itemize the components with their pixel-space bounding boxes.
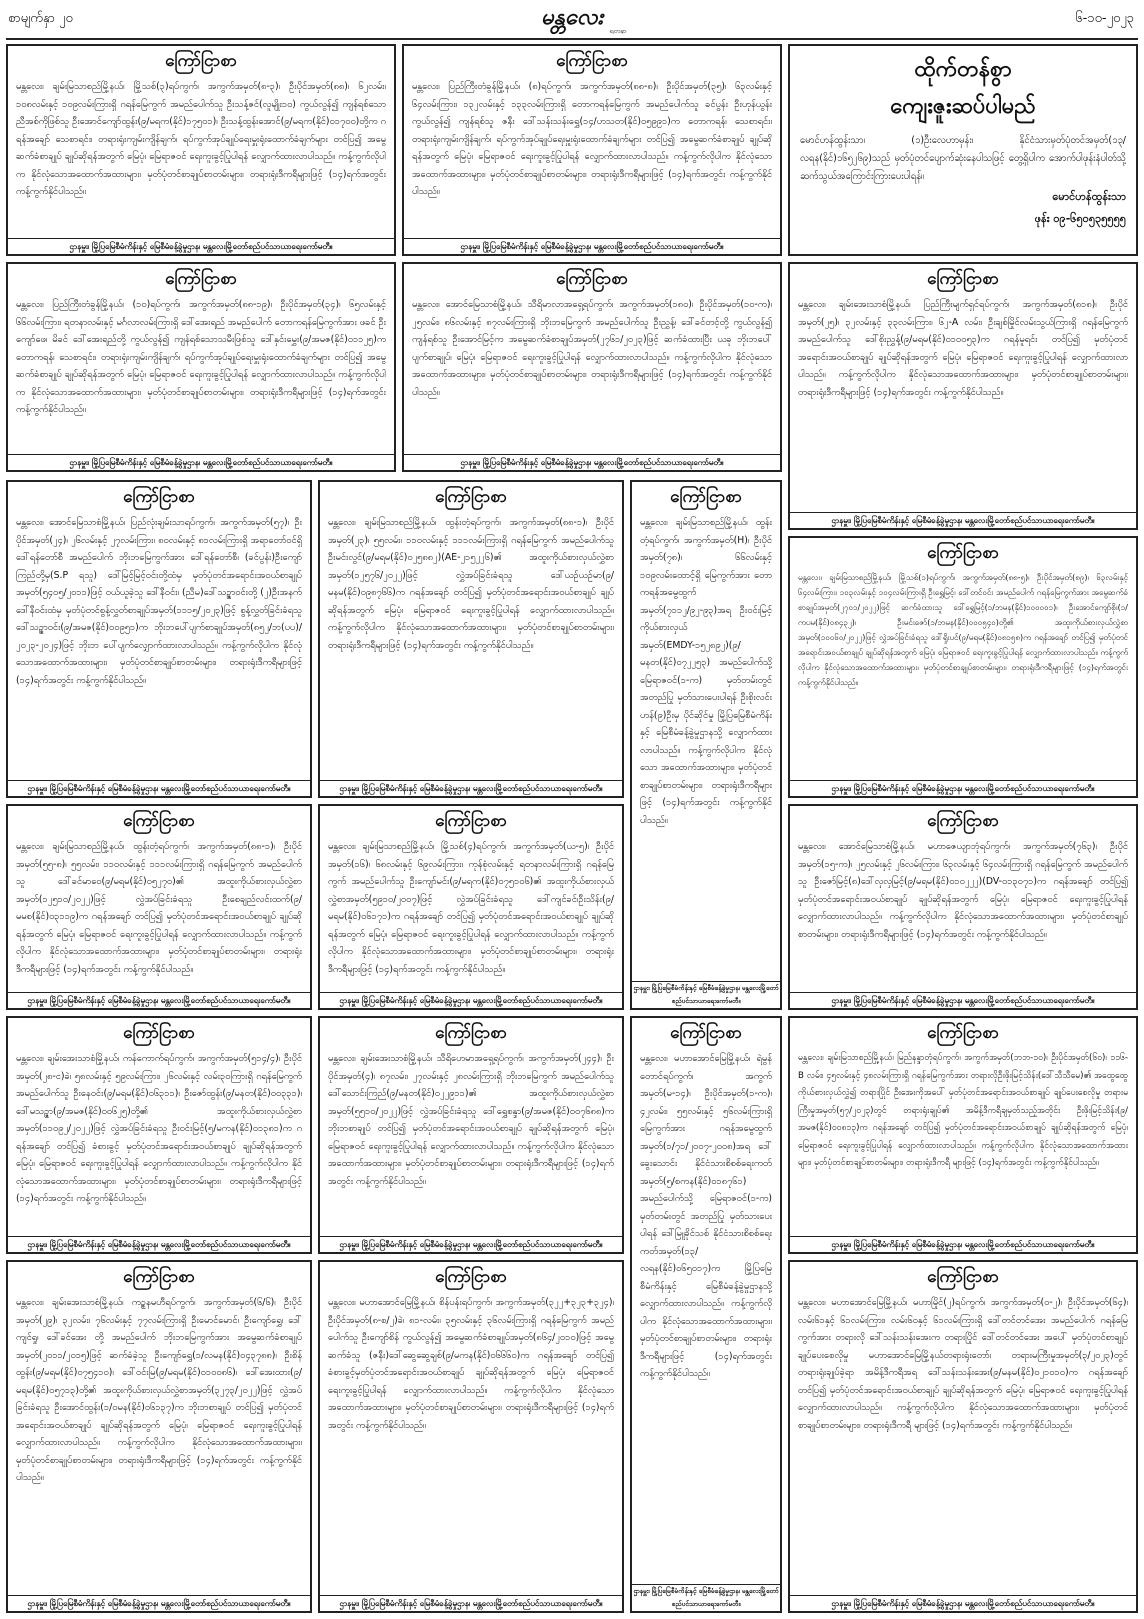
notice-13 — [6, 1016, 312, 1254]
notice-footer: ဌာနမှူး၊ မြို့ပြမြေစီမံကိန်းနှင့် မြေစီမံခန့်ခွဲမှုဌာန၊ မန္တလေးမြို့တော်စည်ပင်သာယာရေးကော်မတီ။ — [320, 1236, 622, 1252]
notice-heading: ကြော်ငြာစာ — [123, 487, 195, 507]
notice-footer: ဌာနမှူး၊ မြို့ပြမြေစီမံကိန်းနှင့် မြေစီမံခန့်ခွဲမှုဌာန၊ မန္တလေးမြို့တော်စည်ပင်သာယာရေးကော်မတီ။ — [790, 1236, 1136, 1252]
notice-footer: ဌာနမှူး၊ မြို့ပြမြေစီမံကိန်းနှင့် မြေစီမံခန့်ခွဲမှုဌာန၊ မန္တလေးမြို့တော်စည်ပင်သာယာရေးကော်မတီ။ — [320, 1595, 622, 1611]
logo-text: မန္တလေး — [540, 4, 604, 30]
notice-body: မန္တလေး၊ ပြည်ကြီးတံခွန်မြို့နယ်၊ (၁၀)ရပ်ကွက်၊ အကွက်အမှတ်(၈၈-၁၉)၊ ဦးပိုင်အမှတ်(၃၄)၊ ၆၅လမ်းနှင့် ၆၆လမ်းကြား၊ ရတနာလမ်းနှင့် မင်္ဂလာလမ်းကြားရှိ ဒေါ်အေးရည် အမည်ပေါက် တောကရန်မြေကွက်အား ဖခင် ဦးကျော်ဖေ၊ မိခင် ဒေါ်အေးရည်တို့ ကွယ်လွန်၍ ကျန်ရစ်သောသမီးဖြစ်သူ ဒေါ်နှင်းမွှေး(၉/အမဇ(နိုင်)၀၁၁၂၅)က တောကရန်၊ သေစာရင်း၊ တရားရုံးကျမ်းကျိန်ချက်၊ ရပ်ကွက်အုပ်ချုပ်ရေးမှူးရုံးထောက်ခံချက်များ တင်ပြ၍ အမွေဆက်ခံစာချုပ် ချုပ်ဆိုရန်အတွက် မြေပုံ၊ မြေရာဇဝင် ရေးကူးခွင့်ပြုပါရန် လျှောက်ထားလာပါသည်။ ကန့်ကွက်လိုပါက နိုင်လုံသောအထောက်အထားများ၊ မှတ်ပုံတင်စာချုပ်စာတမ်းများ၊ တရားရုံးဒီကရီများဖြင့် (၁၄)ရက်အတွင်း ကန့်ကွက်နိုင်ပါသည်။ — [16, 299, 386, 415]
header-rule — [6, 38, 1138, 40]
notice-15 — [630, 1016, 782, 1613]
notice-heading: ကြော်ငြာစာ — [670, 487, 742, 507]
notice-body: မန္တလေး၊ ချမ်းအေးသာစံမြို့နယ်၊ ကန်ကောက်ရပ်ကွက်၊ အကွက်အမှတ်(၅၁၄/၄)၊ ဦးပိုင်အမှတ်(၂၈-င)ခဲ၊ ၅၈လမ်းနှင့် ၅၉လမ်းကြား၊ ၂၆လမ်းနှင့် လမ်း၃၀ကြားရှိ ဂရန်မြေကွက် အမည်ပေါက်သူ ဦးနေဝင်း(၉/မရမ(နိုင်)၀၆၃၁၁)၊ ဦးဇော်ထွန်း(၉/မနတ(နိုင်)၀၀၃၃၁)၊ ဒေါ်မသဉ္ဇာ(၉/အမဇ(နိုင်)၀၀၆၂၅)တို့၏ အထူးကိုယ်စားလှယ်လွှဲစာအမှတ်(၁၁၀၉၂/၂၀၂၂)ဖြင့် လွှဲအပ်ခြင်းခံရသူ ဦးဝင်းမြင့်(၅/မကန(နိုင်)၀၁၃၈၁)က ဂရန်အချော် တင်ပြ၍ ခံစားခွင့် မှတ်ပုံတင်အရောင်းအဝယ်စာချုပ် ချုပ်ဆိုရန်အတွက် မြေပုံ၊ မြေရာဇဝင် ရေးကူးခွင့်ပြုပါရန် လျှောက်ထားလာပါသည်။ ကန့်ကွက်လိုပါက နိုင်လုံသောအထောက်အထားများ၊ မှတ်ပုံတင်စာချုပ်စာတမ်းများ၊ တရားရုံးဒီကရီများဖြင့် (၁၄)ရက်အတွင်း ကန့်ကွက်နိုင်ပါသည်။ — [16, 1053, 302, 1204]
lost-id-signature: မောင်ဟန်ထွန်းသာ — [1052, 190, 1126, 203]
notice-8 — [630, 480, 782, 1010]
notice-heading: ကြော်ငြာစာ — [927, 811, 999, 831]
notice-body: မန္တလေး၊ ချမ်းမြသာစည်မြို့နယ်၊ ထွန်းတံ့ရပ်ကွက်၊ အကွက်အမှတ်(H)၊ ဦးပိုင်အမှတ်(၇၈)၊ ၆၆လမ်းနှင့် ၁၀၉လမ်းထောင့်ရှိ မြေကွက်အား တောကရန်အမွေထွက်အမှတ်(၇၁၁၂/၉၂-၉၃)အရ ဦးဝင်းမြင့် ကိုယ်စားလှယ်အမှတ်(EMDY-၁၅၂၈၉၂)(၉/မနတ(နိုင်)၀၇၂၂၅၃) အမည်ပေါက်သို့ မြေရာဇဝင်(၁-က) မှတ်တမ်းတွင် အတည်ပြု မှတ်သားပေးပါရန် ဦးစိုးလင်းဟန်(၉)ဦးမှ ပိုင်ဆိုင်မှု မြို့ပြမြေစီမံကိန်းနှင့် မြေစီမံခန့်ခွဲမှုဌာနသို့ လျှောက်ထားလာပါသည်။ ကန့်ကွက်လိုပါက နိုင်လုံသော အထောက်အထားများ၊ မှတ်ပုံတင်စာချုပ်စာတမ်းများ၊ တရားရုံးဒီကရီများဖြင့် (၁၄)ရက်အတွင်း ကန့်ကွက်နိုင်ပါသည်။ — [640, 517, 772, 826]
notice-heading: ကြော်ငြာစာ — [123, 1023, 195, 1043]
notice-1 — [6, 44, 396, 256]
notice-19 — [788, 1260, 1138, 1613]
notice-7 — [318, 480, 624, 798]
notice-footer: ဌာနမှူး၊ မြို့ပြမြေစီမံကိန်းနှင့် မြေစီမံခန့်ခွဲမှုဌာန၊ မန္တလေးမြို့တော်စည်ပင်သာယာရေးကော်မတီ။ — [404, 238, 780, 254]
notice-heading: ကြော်ငြာစာ — [927, 1023, 999, 1043]
notice-heading: ကြော်ငြာစာ — [927, 269, 999, 289]
notice-16 — [788, 1016, 1138, 1254]
notice-heading: ကြော်ငြာစာ — [927, 1267, 999, 1287]
masthead-logo — [500, 2, 644, 34]
notice-heading: ကြော်ငြာစာ — [165, 51, 237, 71]
notice-heading: ကြော်ငြာစာ — [165, 269, 237, 289]
notice-footer: ဌာနမှူး၊ မြို့ပြမြေစီမံကိန်းနှင့် မြေစီမံခန့်ခွဲမှုဌာန၊ မန္တလေးမြို့တော်စည်ပင်သာယာရေးကော်မတီ။ — [790, 780, 1136, 796]
notice-footer: ဌာနမှူး၊ မြို့ပြမြေစီမံကိန်းနှင့် မြေစီမံခန့်ခွဲမှုဌာန၊ မန္တလေးမြို့တော်စည်ပင်သာယာရေးကော်မတီ။ — [8, 1236, 310, 1252]
logo-subtext: ရတနာ — [609, 27, 627, 34]
notice-11 — [318, 804, 624, 1010]
notice-heading: ကြော်ငြာစာ — [670, 1023, 742, 1043]
notice-heading: ကြော်ငြာစာ — [927, 543, 999, 563]
notice-body: မန္တလေး၊ ချမ်းမြသာစည်မြို့နယ်၊ မြို့သစ်(၄)ရပ်ကွက်၊ အကွက်အမှတ်(ယ-၅)၊ ဦးပိုင်အမှတ်(၁၆)၊ ၆၈လမ်းနှင့် ၆၉လမ်းကြား၊ ကုန်စုံလမ်းနှင့် ရတနာလမ်းကြားရှိ ဂရန်မြေကွက် အမည်ပေါက်သူ ဦးကျော်မင်း(၉/မရက(နိုင်)၀၇၅၁၀၆)၏ အထူးကိုယ်စားလှယ်လွှဲစာအမှတ်(၅၉၁၀/၂၀၀၇)ဖြင့် လွှဲအပ်ခြင်းခံရသူ ဒေါ်ကျင်ခင်၊ဦးသိန်း(၉/မရမ(နိုင်)၀၆၁၇၁)က ဂရန်အချော် တင်ပြ၍ မှတ်ပုံတင်အရောင်းအဝယ်စာချုပ် ချုပ်ဆိုရန်အတွက် မြေပုံ၊ မြေရာဇဝင် ရေးကူးခွင့်ပြုပါရန် လျှောက်ထားလာပါသည်။ ကန့်ကွက်လိုပါက နိုင်လုံသောအထောက်အထားများ၊ မှတ်ပုံတင်စာချုပ်စာတမ်းများ၊ တရားရုံးဒီကရီများဖြင့် (၁၄)ရက်အတွင်း ကန့်ကွက်နိုင်ပါသည်။ — [328, 841, 614, 975]
notice-heading: ကြော်ငြာစာ — [435, 1023, 507, 1043]
notice-footer: ဌာနမှူး၊ မြို့ပြမြေစီမံကိန်းနှင့် မြေစီမံခန့်ခွဲမှုဌာန၊ မန္တလေးမြို့တော်စည်ပင်သာယာရေးကော်မတီ။ — [632, 1584, 780, 1611]
notice-footer: ဌာနမှူး၊ မြို့ပြမြေစီမံကိန်းနှင့် မြေစီမံခန့်ခွဲမှုဌာန၊ မန္တလေးမြို့တော်စည်ပင်သာယာရေးကော်မတီ။ — [320, 780, 622, 796]
notice-14 — [318, 1016, 624, 1254]
notice-heading: ကြော်ငြာစာ — [435, 487, 507, 507]
notice-18 — [318, 1260, 624, 1613]
notice-heading: ကြော်ငြာစာ — [435, 1267, 507, 1287]
notice-footer: ဌာနမှူး၊ မြို့ပြမြေစီမံကိန်းနှင့် မြေစီမံခန့်ခွဲမှုဌာန၊ မန္တလေးမြို့တော်စည်ပင်သာယာရေးကော်မတီ။ — [8, 1595, 310, 1611]
notice-footer: ဌာနမှူး၊ မြို့ပြမြေစီမံကိန်းနှင့် မြေစီမံခန့်ခွဲမှုဌာန၊ မန္တလေးမြို့တော်စည်ပင်သာယာရေးကော်မတီ။ — [790, 1595, 1136, 1611]
notice-heading: ကြော်ငြာစာ — [123, 811, 195, 831]
notice-body: မန္တလေး၊ အောင်မြေသာစံမြို့နယ်၊ မဟာဇေယျာဘုံရပ်ကွက်၊ အကွက်အမှတ်(၇၆၃)၊ ဦးပိုင်အမှတ်(၁၅-က)၊ ၂၅လမ်းနှင့် ၂၆လမ်းကြား၊ ၆၃လမ်းနှင့် ၆၄လမ်းကြားရှိ ဂရန်မြေကွက် အမည်ပေါက်သူ ဦးဇော်မြင့်(၈)ဒေါ်လှလှမြင့်(၉/မရမ(နိုင်)၀၁၀၂၂၂)(DV-၀၁၃၀၇၁)က ဂရန်အချော် တင်ပြ၍ မှတ်ပုံတင်အရောင်းအဝယ်စာချုပ် ချုပ်ဆိုရန်အတွက် မြေပုံ၊ မြေရာဇဝင် ရေးကူးခွင့်ပြုပါရန် လျှောက်ထားလာပါသည်။ ကန့်ကွက်လိုပါက နိုင်လုံသောအထောက်အထားများ၊ မှတ်ပုံတင်စာချုပ် စာတမ်းများ၊ တရားရုံးဒီကရီများဖြင့် (၁၄)ရက်အတွင်း ကန့်ကွက်နိုင်ပါသည်။ — [798, 841, 1128, 940]
notice-2 — [402, 44, 782, 256]
notice-4 — [402, 262, 782, 472]
lost-id-title-2: ကျေးဇူးဆပ်ပါမည် — [890, 93, 1036, 119]
page-header — [0, 0, 1144, 40]
notice-footer: ဌာနမှူး၊ မြို့ပြမြေစီမံကိန်းနှင့် မြေစီမံခန့်ခွဲမှုဌာန၊ မန္တလေးမြို့တော်စည်ပင်သာယာရေးကော်မတီ။ — [790, 512, 1136, 528]
notice-body: မန္တလေး၊ ချမ်းမြသာစည်မြို့နယ်၊ မြို့သစ်(၁)ရပ်ကွက်၊ အကွက်အမှတ်(၈၈-၅)၊ ဦးပိုင်အမှတ်(၈၉)၊ ၆၃လမ်းနှင့် ၆၄လမ်းကြား၊ ၁၀၃လမ်းနှင့် ၁၀၄လမ်းကြားရှိ ဦးရွှေမြင့်၊ ဒေါ်တင်ဝင်း အမည်ပေါက် ဂရန်မြေကွက်အား အမွေဆက်ခံစာချုပ်အမှတ်(၂၇၀၁/၂၀၂၂)ဖြင့် ဆက်ခံထားသူ ဒေါ်ရွှေမြင့်(၁/ဘမန(နိုင်)၁၀၀၀၀၁)၊ ဦးအောင်ကျော်စိုး(၁/ကပမ(နိုင်)၀၈၄၃၂)၊ ဦးမင်းဇော်(၁/ဘမန(နိုင်)၀၀၀၅၄၀)တို့၏ အထူးကိုယ်စားလှယ်လွှဲစာအမှတ်(၁၀၀၆၀/၂၀၂၂)ဖြင့် လွှဲအပ်ခြင်းခံရသူ ဒေါ်ရှိုးပင်(၉/မရမ(နိုင်)၀၈၁၅၈)က ဂရန်အချော် တင်ပြ၍ မှတ်ပုံတင်အရောင်းအဝယ်စာချုပ် ချုပ်ဆိုရန်အတွက် မြေပုံ၊ မြေရာဇဝင် ရေးကူးခွင့်ပြုပါရန် လျှောက်ထားလာပါသည်။ ကန့်ကွက်လိုပါက နိုင်လုံသောအထောက်အထားများ၊ မှတ်ပုံတင်စာချုပ်စာတမ်းများ၊ တရားရုံးဒီကရီများဖြင့် (၁၄)ရက်အတွင်း ကန့်ကွက်နိုင်ပါသည်။ — [798, 573, 1128, 687]
notice-body: မန္တလေး၊ မဟာအောင်မြေမြို့နယ်၊ ရဲမွန်တောင်ရပ်ကွက်၊ အကွက်အမှတ်(မ-၁၄)၊ ဦးပိုင်အမှတ်(၁-က)၊ ၄၂လမ်း၊ ၅၅လမ်းနှင့် ၅၆လမ်းကြားရှိ မြေကွက်အား ဂရန်အမွေထွက်အမှတ်(၁/၇၁/၂၀၀၇-၂၀၀၈)အရ ဒေါ်ခွေးသောင်း နိုင်ငံသားစိစစ်ရေးကတ်အမှတ်(၅/စကန(နိုင်)၀၁၈၇၆၁) အမည်ပေါက်သို့ မြေရာဇဝင်(၁-က) မှတ်တမ်းတွင် အတည်ပြု မှတ်သားပေးပါရန် ဒေါ်မြူခိုင်သစ် နိုင်ငံသားစိစစ်ရေးကတ်အမှတ်(၁၃/လရန(နိုင်)၀၆၅၀၁၇)က မြို့ပြမြေစီမံကိန်းနှင့် မြေစီမံခန့်ခွဲမှုဌာနသို့ လျှောက်ထားလာပါသည်။ ကန့်ကွက်လိုပါက နိုင်လုံသောအထောက်အထားများ၊ မှတ်ပုံတင်စာချုပ်စာတမ်းများ၊ တရားရုံးဒီကရီများဖြင့် (၁၄)ရက်အတွင်း ကန့်ကွက်နိုင်ပါသည်။ — [640, 1053, 772, 1379]
notice-body: မန္တလေး၊ ချမ်းအေးသာစံမြို့နယ်၊ သီရိဟေမာအရှေ့ရပ်ကွက်၊ အကွက်အမှတ်(၂၄၄)၊ ဦးပိုင်အမှတ်(၄)၊ ၈၇လမ်း၊ ၂၇လမ်းနှင့် ၂၈လမ်းကြားရှိ ဘိုးဘမြေကွက် အမည်ပေါက်သူ ဒေါ်သောင်းကြည်(၉/မနတ(နိုင်)၀၂၂၉၁၁)၏ အထူးကိုယ်စားလှယ်လွှဲစာအမှတ်(၅၅၁၀/၂၀၂၂)ဖြင့် လွှဲအပ်ခြင်းခံရသူ ဒေါ်ရွှေစန္ဒာ(၉/အမဇ(နိုင်)၀၀၇၆၈၈)က ဘိုးဘစာချုပ် တင်ပြ၍ မှတ်ပုံတင်အရောင်းအဝယ်စာချုပ် ချုပ်ဆိုရန်အတွက် မြေပုံ၊ မြေရာဇဝင် ရေးကူးခွင့်ပြုပါရန် လျှောက်ထားလာပါသည်။ ကန့်ကွက်လိုပါက နိုင်လုံသောအထောက်အထားများ၊ မှတ်ပုံတင်စာချုပ်စာတမ်းများ၊ တရားရုံးဒီကရီများဖြင့် (၁၄)ရက်အတွင်း ကန့်ကွက်နိုင်ပါသည်။ — [328, 1053, 614, 1187]
notice-heading: ကြော်ငြာစာ — [556, 51, 628, 71]
notice-footer: ဌာနမှူး၊ မြို့ပြမြေစီမံကိန်းနှင့် မြေစီမံခန့်ခွဲမှုဌာန၊ မန္တလေးမြို့တော်စည်ပင်သာယာရေးကော်မတီ။ — [8, 238, 394, 254]
lost-id-phone: ဖုန်း ၀၉-၆၅၀၅၃၅၅၅၅ — [1034, 212, 1126, 225]
notice-footer: ဌာနမှူး၊ မြို့ပြမြေစီမံကိန်းနှင့် မြေစီမံခန့်ခွဲမှုဌာန၊ မန္တလေးမြို့တော်စည်ပင်သာယာရေးကော်မတီ။ — [404, 454, 780, 470]
notice-footer: ဌာနမှူး၊ မြို့ပြမြေစီမံကိန်းနှင့် မြေစီမံခန့်ခွဲမှုဌာန၊ မန္တလေးမြို့တော်စည်ပင်သာယာရေးကော်မတီ။ — [790, 992, 1136, 1008]
notice-17 — [6, 1260, 312, 1613]
page-number: စာမျက်နှာ ၂၀ — [8, 11, 73, 26]
notice-3 — [6, 262, 396, 472]
notice-9 — [788, 536, 1138, 798]
lost-id-title-1: ထိုက်တန်စွာ — [914, 56, 1012, 82]
notice-heading: ကြော်ငြာစာ — [123, 1267, 195, 1287]
notice-footer: ဌာနမှူး၊ မြို့ပြမြေစီမံကိန်းနှင့် မြေစီမံခန့်ခွဲမှုဌာန၊ မန္တလေးမြို့တော်စည်ပင်သာယာရေးကော်မတီ။ — [8, 454, 394, 470]
notice-12 — [788, 804, 1138, 1010]
notice-footer: ဌာနမှူး၊ မြို့ပြမြေစီမံကိန်းနှင့် မြေစီမံခန့်ခွဲမှုဌာန၊ မန္တလေးမြို့တော်စည်ပင်သာယာရေးကော်မတီ။ — [8, 992, 310, 1008]
notice-footer: ဌာနမှူး၊ မြို့ပြမြေစီမံကိန်းနှင့် မြေစီမံခန့်ခွဲမှုဌာန၊ မန္တလေးမြို့တော်စည်ပင်သာယာရေးကော်မတီ။ — [8, 780, 310, 796]
notice-body: မန္တလေး၊ ပြည်ကြီးတံခွန်မြို့နယ်၊ (၈)ရပ်ကွက်၊ အကွက်အမှတ်(၈၈-၈)၊ ဦးပိုင်အမှတ်(၃၅)၊ ၆၃လမ်းနှင့် ၆၄လမ်းကြား၊ ၁၃၂လမ်းနှင့် ၁၃၃လမ်းကြားရှိ တောကရန်မြေကွက် အမည်ပေါက်သူ ခင်ပွန်း ဦးဟုန်ယွန်း ကွယ်လွန်၍ ကျန်ရစ်သူ ဇနီး ဒေါ်သန်းသန်းရွှေ(၁၄/ဟသတ(နိုင်)၀၅၉၉၁)က တောကရန်၊ သေစာရင်း၊ တရားရုံးကျမ်းကျိန်ချက်၊ ရပ်ကွက်အုပ်ချုပ်ရေးမှူးရုံးထောက်ခံချက်များ တင်ပြ၍ အမွေဆက်ခံစာချုပ် ချုပ်ဆိုရန်အတွက် မြေပုံ၊ မြေရာဇဝင် ရေးကူးခွင့်ပြုပါရန် လျှောက်ထားလာပါသည်။ ကန့်ကွက်လိုပါက နိုင်လုံသောအထောက်အထားများ၊ မှတ်ပုံတင်စာချုပ်စာတမ်းများ၊ တရားရုံးဒီကရီများဖြင့် (၁၄)ရက်အတွင်း ကန့်ကွက်နိုင်ပါသည်။ — [412, 81, 772, 197]
notice-body: မန္တလေး၊ အောင်မြေသာစံမြို့နယ်၊ သီရိမာလာအရှေ့ရပ်ကွက်၊ အကွက်အမှတ်(၁၈၀)၊ ဦးပိုင်အမှတ်(၁၀-က)၊ ၂၅လမ်း၊ ၈၆လမ်းနှင့် ၈၇လမ်းကြားရှိ ဘိုးဘမြေကွက် အမည်ပေါက်သူ ဦးညွှန့်၊ ဒေါ်ခင်တင့်တို့ ကွယ်လွန်၍ ကျန်ရစ်သူ ဦးအောင်မြင့်က အမွေဆက်ခံစာချုပ်အမှတ်(၂၇၆၁/၂၀၂၃)ဖြင့် ဆက်ခံထားပြီး ယခု ဘိုးဘပေါ်ပျက်စာချုပ်၊ မြေပုံ၊ မြေရာဇဝင် ရေးကူးခွင့်ပြုပါရန် လျှောက်ထားလာပါသည်။ ကန့်ကွက်လိုပါက နိုင်လုံသောအထောက်အထားများ၊ မှတ်ပုံတင်စာချုပ်စာတမ်းများ၊ တရားရုံးဒီကရီများဖြင့် (၁၄)ရက်အတွင်း ကန့်ကွက်နိုင်ပါသည်။ — [412, 299, 772, 398]
notice-body: မန္တလေး၊ မဟာအောင်မြေမြို့နယ်၊ စိန်ပန်းရပ်ကွက်၊ အကွက်အမှတ်(၃၂၂+၃၂၃+၃၂၄)၊ ဦးပိုင်အမှတ်(၈-စ/၂)ခဲ၊ ၈၁-လမ်း၊ ၃၅လမ်းနှင့် ၃၆လမ်းကြားရှိ ဂရန်မြေကွက် အမည်ပေါက်သူ ဦးကျော်စိန် ကွယ်လွန်၍ အမွေဆက်ခံစာချုပ်အမှတ်(၈၆၄/၂၀၁၀)ဖြင့် အမွေဆက်ခံသူ (ဇနီး)ဒေါ်ဆွေဆွေချစ်(၉/မကန(နိုင်)၀၆၆၆၀)က ဂရန်အချော် တင်ပြ၍ ခံစားခွင့်မှတ်ပုံတင်အရောင်းအဝယ်စာချုပ် ချုပ်ဆိုရန်အတွက် မြေပုံ၊ မြေရာဇဝင် ရေးကူးခွင့်ပြုပါရန် လျှောက်ထားလာပါသည်။ ကန့်ကွက်လိုပါက နိုင်လုံသောအထောက်အထားများ၊ မှတ်ပုံတင်စာချုပ်စာတမ်းများ၊ တရားရုံးဒီကရီများဖြင့် (၁၄)ရက်အတွင်း ကန့်ကွက်နိုင်ပါသည်။ — [328, 1297, 614, 1431]
notice-body: မန္တလေး၊ အောင်မြေသာစံမြို့နယ်၊ ပြည်လုံးချမ်းသာရပ်ကွက်၊ အကွက်အမှတ်(၅၇)၊ ဦးပိုင်အမှတ်(၂၄)၊ ၂၆လမ်းနှင့် ၂၇လမ်းကြား၊ ၈၀လမ်းနှင့် ၈၁လမ်းကြားရှိ အရာတော်ဝင်ရှိ ဒေါ်ရန်တော်စီ အမည်ပေါက် ဘိုးဘမြေကွက်အား ဒေါ်ရန်တော်စီ၊ (ခင်ပွန်း)ဦးကျော်ကြည်တို့မှ(S.P ရသူ) ဒေါ်မြင့်မြင့်ဝင်းတို့ထံမှ မှတ်ပုံတင်အရောင်းအဝယ်စာချုပ်အမှတ်(၅၄၀၅/၂၀၁၁)ဖြင့် ဝယ်ယူခဲ့သူ ဒေါ်နီဝင်း၊ (ညီမ)ဒေါ်သဉ္ဇာဝင်းတို့ (၂)ဦးအနက် ဒေါ်နီဝင်းထံမှ မှတ်ပုံတင်စွန့်လွှတ်စာချုပ်အမှတ်(၁၁၁၅/၂၀၂၃)ဖြင့် စွန့်လွှတ်ခြင်းခံရသူ ဒေါ်သဉ္ဇာဝင်း(၉/အမဇ(နိုင်)၀၀၉၅၁)က ဘိုးဘပေါ်ပျက်စာချုပ်အမှတ်(၈၅၂/ဘ(ပပ)/၂၀၂၃-၂၀၂၄)ဖြင့် ဘိုးဘ ပေါ်ပျက်လျှောက်ထားလာပါသည်။ ကန့်ကွက်လိုပါက နိုင်လုံသောအထောက်အထားများ၊ မှတ်ပုံတင်စာချုပ်စာတမ်းများ၊ တရားရုံးဒီကရီများဖြင့် (၁၄)ရက်အတွင်း ကန့်ကွက်နိုင်ပါသည်။ — [16, 517, 302, 686]
notice-10 — [6, 804, 312, 1010]
lost-id-notice — [788, 44, 1138, 256]
notice-body: မန္တလေး၊ ချမ်းမြသာစည်မြို့နယ်၊ ထွန်းတံ့ရပ်ကွက်၊ အကွက်အမှတ်(၈၈-၁)၊ ဦးပိုင်အမှတ်(၅၅-၈)၊ ၅၅လမ်း၊ ၁၁၀လမ်းနှင့် ၁၁၁လမ်းကြားရှိ ဂရန်မြေကွက် အမည်ပေါက်သူ ဒေါ်ခင်မာဝေ(၉/မရမ(နိုင်)၀၅၂၇၀)၏ အထူးကိုယ်စားလှယ်လွှဲစာအမှတ်(၁၂၅၁၀/၂၀၂၂)ဖြင့် လွှဲအပ်ခြင်းခံရသူ ဦးစေချည်လင်းထက်(၉/မမစ(နိုင်)၀၃၁၁၉)က ဂရန်အချော် တင်ပြ၍ မှတ်ပုံတင်အရောင်းအဝယ်စာချုပ် ချုပ်ဆိုရန်အတွက် မြေပုံ၊ မြေရာဇဝင် ရေးကူးခွင့်ပြုပါရန် လျှောက်ထားလာပါသည်။ ကန့်ကွက်လိုပါက နိုင်လုံသောအထောက်အထားများ၊ မှတ်ပုံတင်စာချုပ်စာတမ်းများ၊ တရားရုံးဒီကရီများဖြင့် (၁၄)ရက်အတွင်း ကန့်ကွက်နိုင်ပါသည်။ — [16, 841, 302, 975]
notice-heading: ကြော်ငြာစာ — [556, 269, 628, 289]
notice-6 — [6, 480, 312, 798]
notice-body: မန္တလေး၊ ချမ်းမြသာစည်မြို့နယ်၊ ထွန်းတံ့ရပ်ကွက်၊ အကွက်အမှတ်(၈၈-၁)၊ ဦးပိုင်အမှတ်(၂၃)၊ ၅၅လမ်း၊ ၁၁၀လမ်းနှင့် ၁၁၁လမ်းကြားရှိ ဂရန်မြေကွက် အမည်ပေါက်သူ ဦးမင်းလွင်(၉/မရမ(နိုင်)၀၂၅၈၈၂)(AE-၂၁၅၂၂၆)၏ အထူးကိုယ်စားလှယ်လွှဲစာအမှတ်(၁၂၅၇၆/၂၀၂၂)ဖြင့် လွှဲအပ်ခြင်းခံရသူ ဒေါ်ယဉ်ယဉ်မာ(၉/မနမ(နိုင်)၀၉၈၇၆၆)က ဂရန်အချော် တင်ပြ၍ မှတ်ပုံတင်အရောင်းအဝယ်စာချုပ် ချုပ်ဆိုရန်အတွက် မြေပုံ၊ မြေရာဇဝင် ရေးကူးခွင့်ပြုပါရန် လျှောက်ထားလာပါသည်။ ကန့်ကွက်လိုပါက နိုင်လုံသောအထောက်အထားများ၊ မှတ်ပုံတင်စာချုပ်စာတမ်းများ၊ တရားရုံးဒီကရီများဖြင့် (၁၄)ရက်အတွင်း ကန့်ကွက်နိုင်ပါသည်။ — [328, 517, 614, 651]
notice-body: မန္တလေး၊ ချမ်းအေးသာစံမြို့နယ်၊ ပြည်ကြီးမျက်ရှင်ရပ်ကွက်၊ အကွက်အမှတ်(၈၁၈)၊ ဦးပိုင်အမှတ်(၂၅)၊ ၃၂လမ်းနှင့် ၃၃လမ်းကြား၊ ၆၂-A လမ်း၊ ဦးချစ်မြိုင်လမ်းသွယ်ကြားရှိ ဂရန်မြေကွက် အမည်ပေါက်သူ ဒေါ်စိုးညွှန့်(၉/မရမ(နိုင်)၀၁၀၀၅၃)က ဂရန်မူရင်း တင်ပြ၍ မှတ်ပုံတင်အရောင်းအဝယ်စာချုပ် ချုပ်ဆိုရန်အတွက် မြေပုံ၊ မြေရာဇဝင် ရေးကူးခွင့်ပြုပါရန် လျှောက်ထားလာပါသည်။ ကန့်ကွက်လိုပါက နိုင်လုံသောအထောက်အထားများ၊ မှတ်ပုံတင်စာချုပ်စာတမ်းများ၊ တရားရုံးဒီကရီများဖြင့် (၁၄)ရက်အတွင်း ကန့်ကွက်နိုင်ပါသည်။ — [798, 299, 1128, 398]
notice-5 — [788, 262, 1138, 530]
issue-date: ၆-၁၀-၂၀၂၃ — [1075, 11, 1134, 26]
notice-body: မန္တလေး၊ ချမ်းအေးသာစံမြို့နယ်၊ ကဉ္စနမဟီရပ်ကွက်၊ အကွက်အမှတ်(၆/၆)၊ ဦးပိုင်အမှတ်(၂၉)၊ ၃၂လမ်း၊ ၇၆လမ်းနှင့် ၇၇လမ်းကြားရှိ ဦးမောင်မောင်၊ ဦးကျော်ရွှေ၊ ဒေါ်ကျင်ရှု၊ ဒေါ်ခင်အေး တို့ အမည်ပေါက် ဘိုးဘမြေကွက်အား အမွေဆက်ခံစာချုပ်အမှတ်(၂၀၁၁/၂၀၁၅)ဖြင့် ဆက်ခံခဲ့သူ ဦးကျော်ရွှေ(၁/လမန(နိုင်)၀၄၃၇၈၈)၊ ဦးစိန်ထွန်း(၉/မရမ(နိုင်)၀၇၅၄၁၀)၊ ဒေါ်ဝင်းမြ(၉/မရမ(နိုင်)၀၁၀၀၈၆)၊ ဒေါ်အေးထား(၉/မရမ(နိုင်)၀၅၇၁၃)တို့၏ အထူးကိုယ်စားလှယ်လွှဲစာအမှတ်(၃၂၇၃/၂၀၂၂)ဖြင့် လွှဲအပ်ခြင်းခံရသူ ဦးအောင်ထွန်း(၁/ဝမန(နိုင်)၀၆၁၃၇)က ဘိုးဘစာချုပ် တင်ပြ၍ မှတ်ပုံတင်အရောင်းအဝယ်စာချုပ် ချုပ်ဆိုရန်အတွက် မြေပုံ၊ မြေရာဇဝင် ရေးကူးခွင့်ပြုပါရန် လျှောက်ထားလာပါသည်။ ကန့်ကွက်လိုပါက နိုင်လုံသောအထောက်အထားများ၊ မှတ်ပုံတင်စာချုပ်စာတမ်းများ၊ တရားရုံးဒီကရီများဖြင့် (၁၄)ရက်အတွင်း ကန့်ကွက်နိုင်ပါသည်။ — [16, 1297, 302, 1483]
notice-footer: ဌာနမှူး၊ မြို့ပြမြေစီမံကိန်းနှင့် မြေစီမံခန့်ခွဲမှုဌာန၊ မန္တလေးမြို့တော်စည်ပင်သာယာရေးကော်မတီ။ — [632, 981, 780, 1008]
notice-heading: ကြော်ငြာစာ — [435, 811, 507, 831]
notice-body: မန္တလေး၊ မဟာအောင်မြေမြို့နယ်၊ မဟာမြိုင်(၂)ရပ်ကွက်၊ အကွက်အမှတ်(ဝ-၂)၊ ဦးပိုင်အမှတ်(၆၄)၊ လမ်း၆၁နှင့် ၆၁လမ်းကြား၊ လမ်း၆၀နှင့် ၆၁လမ်းကြားရှိ ဒေါ်တင်တင်အေး အမည်ပေါက် ဂရန်မြေကွက်အား တရားလို ဒေါ်သန်းသန်းအေးက တရားပြိုင် ဒေါ်တင်တင်အေး အပေါ် မှတ်ပုံတင်စာချုပ် ချုပ်ပေးစေလိုမှု မဟာအောင်မြေမြို့နယ်တရားရုံးတော်၊ တရားမကြီးမှုအမှတ်(၃/၂၀၂၃)တွင် တရားရုံးချုပ်ခဲ့ရာ အမိန့်ဒီကရီအရ ဒေါ်သန်းသန်းအေး(၉/မနမ(နိုင်)၀၂၁၀၁၀)က ဂရန်အချော် တင်ပြ၍ မှတ်ပုံတင်အရောင်းအဝယ်စာချုပ် ချုပ်ဆိုရန်အတွက် မြေပုံ၊ မြေရာဇဝင် ရေးကူးခွင့်ပြုပါရန် လျှောက်ထားလာပါသည်။ ကန့်ကွက်လိုပါက နိုင်လုံသောအထောက်အထားများ၊ မှတ်ပုံတင်စာချုပ်စာတမ်းများ၊ တရားရုံးဒီကရီ များဖြင့် (၁၄)ရက်အတွင်း ကန့်ကွက်နိုင်ပါသည်။ — [798, 1297, 1128, 1431]
lost-id-body: မောင်ဟန်ထွန်းသာ၊ (၁)ဦးလေဟာမှန်း၊ နိုင်ငံသားမှတ်ပုံတင်အမှတ်(၁၃/လရန(နိုင်)၁၆၅၂၆၉)သည် မှတ်ပုံတင်ပျောက်ဆုံးနေပါသဖြင့် တွေ့ရှိပါက အောက်ပါဖုန်းနံပါတ်သို့ ဆက်သွယ်အကြောင်းကြားပေးပါရန်။ — [800, 135, 1126, 182]
notice-body: မန္တလေး၊ ချမ်းမြသာစည်မြို့နယ်၊ မြို့သစ်(၃)ရပ်ကွက်၊ အကွက်အမှတ်(၈-၃)၊ ဦးပိုင်အမှတ်(၈၈)၊ ၆၂လမ်း၊ ၁၀၈လမ်းနှင့် ၁၀၉လမ်းကြားရှိ ဂရန်မြေကွက် အမည်ပေါက်သူ ဦးသန့်ဇင်(လူမျိုး၁၀) ကွယ်လွန်၍ ကျန်ရစ်သော ညီအစ်ကိုဖြစ်သူ ဦးအောင်ကျော်ထွန်း(၉/မရက(နိုင်)၁၇၅၀၁)၊ ဦးသန့်ထွန်းအောင်(၉/မရက(နိုင်)၀၁၇၀၀)တို့က ဂရန်အချော် သေစာရင်း၊ တရားရုံးကျမ်းကျိန်ချက်၊ ရပ်ကွက်အုပ်ချုပ်ရေးမှူးရုံးထောက်ခံချက်များ တင်ပြ၍ အမွေဆက်ခံစာချုပ် ချုပ်ဆိုရန်အတွက် မြေပုံ၊ မြေရာဇဝင် ရေးကူးခွင့်ပြုပါရန် လျှောက်ထားလာပါသည်။ ကန့်ကွက်လိုပါက နိုင်လုံသောအထောက်အထားများ၊ မှတ်ပုံတင်စာချုပ်စာတမ်းများ၊ တရားရုံးဒီကရီများဖြင့် (၁၄)ရက်အတွင်း ကန့်ကွက်နိုင်ပါသည်။ — [16, 81, 386, 197]
notice-footer: ဌာနမှူး၊ မြို့ပြမြေစီမံကိန်းနှင့် မြေစီမံခန့်ခွဲမှုဌာန၊ မန္တလေးမြို့တော်စည်ပင်သာယာရေးကော်မတီ။ — [320, 992, 622, 1008]
notice-body: မန္တလေး၊ ချမ်းမြသာစည်မြို့နယ်၊ မြည်နန္ဒာတုံရပ်ကွက်၊ အကွက်အမှတ်(ဘဘ-၁၀)၊ ဦးပိုင်အမှတ်(၆၀)၊ ၁၁၆-B လမ်း၊ ၄၅လမ်းနှင့် ၄၈လမ်းကြားရှိ ဂရန်မြေကွက်အား တရားလိုဦးဖိုးမြင့်သိန်း(ဒေါ်သီသီမေ)၏ အထွေထွေကိုယ်စားလှယ်လွှဲ၍ တရားပြိုင် ဦးအေးကိုအပေါ် မှတ်ပုံတင်အရောင်းအဝယ်စာချုပ် ချုပ်ပေးစေလိုမှု တရားမကြီးမှုအမှတ်(၅၇/၂၀၂၃)တွင် တရားရုံးချုပ်၏ အမိန့်ဒီကရီချမှတ်သည့်အတိုင်း ဦးဖိုးမြင့်သိန်း(၉/အမဇ(နိုင်)၀၀၈၁၃)က ဂရန်အချော် တင်ပြ၍ မှတ်ပုံတင်အရောင်းအဝယ်စာချုပ် ချုပ်ဆိုရန်အတွက် မြေပုံ၊ မြေရာဇဝင် ရေးကူးခွင့်ပြုပါရန် လျှောက်ထားလာပါသည်။ ကန့်ကွက်လိုပါက နိုင်လုံသောအထောက်အထားများ၊ မှတ်ပုံတင်စာချုပ်စာတမ်းများ၊ တရားရုံးဒီကရီ များဖြင့် (၁၄)ရက်အတွင်း ကန့်ကွက်နိုင်ပါသည်။ — [798, 1053, 1128, 1168]
